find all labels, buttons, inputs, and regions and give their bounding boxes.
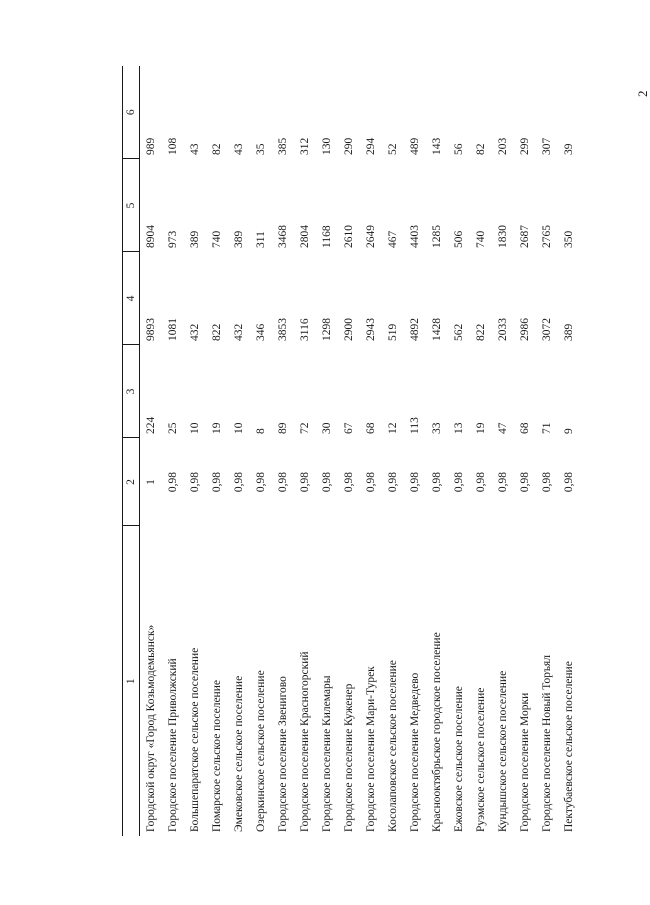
value-cell: 68 [364,422,377,434]
value-cell: 108 [166,137,179,155]
value-cell: 0,98 [452,471,465,493]
header-row [123,66,140,836]
settlement-name-cell: Ежовское сельское поселение [452,686,465,832]
value-cell: 822 [474,323,487,341]
table-row [228,66,250,836]
table-row [316,66,338,836]
value-cell: 2765 [540,225,553,248]
value-cell: 113 [408,417,421,434]
value-cell: 0,98 [210,471,223,493]
value-cell: 39 [562,143,575,155]
table-row [492,66,514,836]
settlement-name-cell: Краснооктябрьское городское поселение [430,632,443,832]
value-cell: 1298 [320,318,333,341]
value-cell: 9 [562,428,575,434]
value-cell: 203 [496,137,509,155]
value-cell: 3853 [276,318,289,341]
value-cell: 8904 [144,225,157,248]
value-cell: 2986 [518,318,531,341]
settlement-name-cell: Косолаповское сельское поселение [386,660,399,832]
value-cell: 25 [166,422,179,434]
header-cell: 2 [123,438,140,526]
value-cell: 989 [144,137,157,155]
header-cell: 6 [123,66,140,159]
value-cell: 0,98 [386,471,399,493]
value-cell: 0,98 [430,471,443,493]
value-cell: 432 [232,323,245,341]
value-cell: 0,98 [518,471,531,493]
value-cell: 2033 [496,318,509,341]
value-cell: 519 [386,323,399,341]
settlement-name-cell: Эмековское сельское поселение [232,675,245,832]
value-cell: 2610 [342,225,355,248]
value-cell: 294 [364,137,377,155]
value-cell: 0,98 [276,471,289,493]
value-cell: 562 [452,323,465,341]
header-cell: 1 [123,526,140,836]
value-cell: 82 [210,143,223,155]
value-cell: 0,98 [408,471,421,493]
settlement-name-cell: Городской округ «Город Козьмодемьянск» [144,624,157,832]
value-cell: 72 [298,422,311,434]
settlement-name-cell: Городское поселение Новый Торъял [540,655,553,832]
page-number: 2 [635,90,650,97]
value-cell: 0,98 [254,471,267,493]
value-cell: 432 [188,323,201,341]
value-cell: 0,98 [562,471,575,493]
value-cell: 8 [254,428,267,434]
value-cell: 0,98 [342,471,355,493]
table-body [140,66,581,836]
value-cell: 10 [188,422,201,434]
table-row [184,66,206,836]
value-cell: 4892 [408,318,421,341]
value-cell: 3116 [298,318,311,341]
value-cell: 506 [452,230,465,248]
table-row [426,66,448,836]
value-cell: 143 [430,137,443,155]
settlement-name-cell: Помарское сельское поселение [210,680,223,832]
value-cell: 0,98 [166,471,179,493]
table-row [206,66,228,836]
table-row [272,66,294,836]
table-row [294,66,316,836]
settlement-name-cell: Озеркинское сельское поселение [254,670,267,832]
value-cell: 1 [144,479,157,485]
settlement-name-cell: Руэмское сельское поселение [474,687,487,832]
value-cell: 19 [474,422,487,434]
value-cell: 43 [232,143,245,155]
value-cell: 0,98 [188,471,201,493]
table-row [382,66,404,836]
value-cell: 0,98 [540,471,553,493]
table-row [404,66,426,836]
value-cell: 389 [188,230,201,248]
value-cell: 350 [562,230,575,248]
value-cell: 389 [562,323,575,341]
value-cell: 822 [210,323,223,341]
value-cell: 2943 [364,318,377,341]
table-row [470,66,492,836]
table-header [123,66,140,836]
data-table [122,66,580,836]
settlement-name-cell: Пектубаевское сельское поселение [562,661,575,832]
value-cell: 489 [408,137,421,155]
table-row [558,66,580,836]
value-cell: 56 [452,143,465,155]
value-cell: 1285 [430,225,443,248]
settlement-name-cell: Городское поселение Мари-Турек [364,666,377,832]
value-cell: 0,98 [474,471,487,493]
value-cell: 67 [342,422,355,434]
table-row [250,66,272,836]
value-cell: 311 [254,231,267,248]
table-row [514,66,536,836]
value-cell: 13 [452,422,465,434]
value-cell: 389 [232,230,245,248]
value-cell: 71 [540,422,553,434]
value-cell: 1830 [496,225,509,248]
settlement-name-cell: Городское поселение Звенигово [276,676,289,832]
value-cell: 346 [254,323,267,341]
value-cell: 3468 [276,225,289,248]
value-cell: 312 [298,137,311,155]
header-cell: 5 [123,159,140,252]
value-cell: 30 [320,422,333,434]
settlement-name-cell: Большепаратское сельское поселение [188,647,201,832]
settlement-name-cell: Кундышское сельское поселение [496,670,509,832]
rotated-table-container [122,66,575,836]
value-cell: 68 [518,422,531,434]
table-row [162,66,184,836]
value-cell: 740 [210,230,223,248]
settlement-name-cell: Городское поселение Приволжский [166,658,179,832]
value-cell: 82 [474,143,487,155]
value-cell: 1081 [166,318,179,341]
value-cell: 0,98 [232,471,245,493]
value-cell: 224 [144,416,157,434]
value-cell: 1168 [320,225,333,248]
value-cell: 3072 [540,318,553,341]
value-cell: 467 [386,230,399,248]
table-row [536,66,558,836]
settlement-name-cell: Городское поселение Куженер [342,683,355,832]
value-cell: 307 [540,137,553,155]
value-cell: 33 [430,422,443,434]
value-cell: 43 [188,143,201,155]
value-cell: 0,98 [496,471,509,493]
value-cell: 2687 [518,225,531,248]
value-cell: 299 [518,137,531,155]
value-cell: 973 [166,230,179,248]
settlement-name-cell: Городское поселение Медведево [408,672,421,832]
value-cell: 0,98 [364,471,377,493]
value-cell: 130 [320,137,333,155]
value-cell: 2804 [298,225,311,248]
value-cell: 2649 [364,225,377,248]
table-row [338,66,360,836]
value-cell: 1428 [430,318,443,341]
header-cell: 3 [123,345,140,438]
settlement-name-cell: Городское поселение Морки [518,692,531,832]
value-cell: 9893 [144,318,157,341]
settlement-name-cell: Городское поселение Килемары [320,675,333,832]
table-row [360,66,382,836]
header-cell: 4 [123,252,140,345]
value-cell: 12 [386,422,399,434]
value-cell: 740 [474,230,487,248]
value-cell: 2900 [342,318,355,341]
value-cell: 0,98 [298,471,311,493]
value-cell: 10 [232,422,245,434]
value-cell: 47 [496,422,509,434]
value-cell: 89 [276,422,289,434]
settlement-name-cell: Городское поселение Красногорский [298,651,311,832]
value-cell: 52 [386,143,399,155]
value-cell: 385 [276,137,289,155]
value-cell: 4403 [408,225,421,248]
value-cell: 35 [254,143,267,155]
table-row [448,66,470,836]
value-cell: 0,98 [320,471,333,493]
value-cell: 290 [342,137,355,155]
value-cell: 19 [210,422,223,434]
table-row [140,66,163,836]
